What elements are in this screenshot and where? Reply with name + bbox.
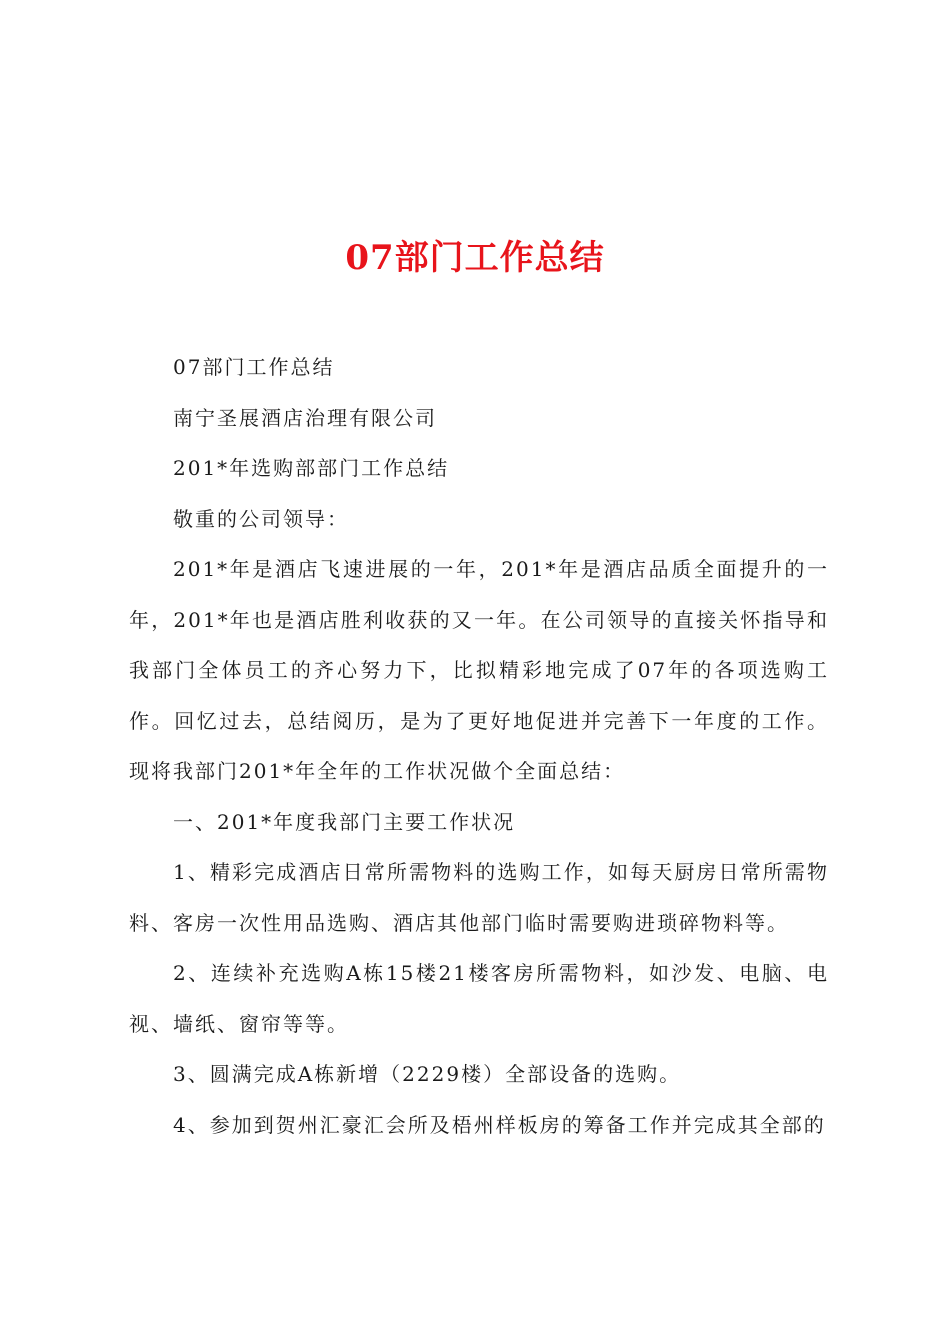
body-paragraph-item-4: 4、参加到贺州汇豪汇会所及梧州样板房的筹备工作并完成其全部的 — [173, 1112, 826, 1137]
body-paragraph-item-1: 1、精彩完成酒店日常所需物料的选购工作，如每天厨房日常所需物料、客房一次性用品选购、酒店其他部门临时需要购进琐碎物料等。 — [129, 860, 829, 935]
document-body — [129, 342, 829, 1150]
body-paragraph-item-3: 3、圆满完成A栋新增（2229楼）全部设备的选购。 — [173, 1062, 682, 1086]
body-paragraph-heading: 07部门工作总结 — [173, 355, 335, 379]
body-paragraph-item-2: 2、连续补充选购A栋15楼21楼客房所需物料，如沙发、电脑、电视、墙纸、窗帘等等。 — [129, 961, 829, 1036]
body-paragraph-salutation: 敬重的公司领导： — [173, 506, 349, 531]
body-paragraph-section-1: 一、201*年度我部门主要工作状况 — [173, 809, 516, 834]
document-title: 07部门工作总结 — [345, 237, 605, 278]
body-paragraph-subtitle: 201*年选购部部门工作总结 — [173, 456, 450, 480]
body-paragraph-company: 南宁圣展酒店治理有限公司 — [173, 405, 437, 430]
body-paragraph-intro: 201*年是酒店飞速进展的一年，201*年是酒店品质全面提升的一年，201*年也是酒店胜利收获的又一年。在公司领导的直接关怀指导和我部门全体员工的齐心努力下，比拟精彩地完成了07年的各项选购工作。回忆过去，总结阅历，是为了更好地促进并完善下一年度的工作。现将我部门201*年全年的工作状况做个全面总结： — [129, 557, 829, 783]
